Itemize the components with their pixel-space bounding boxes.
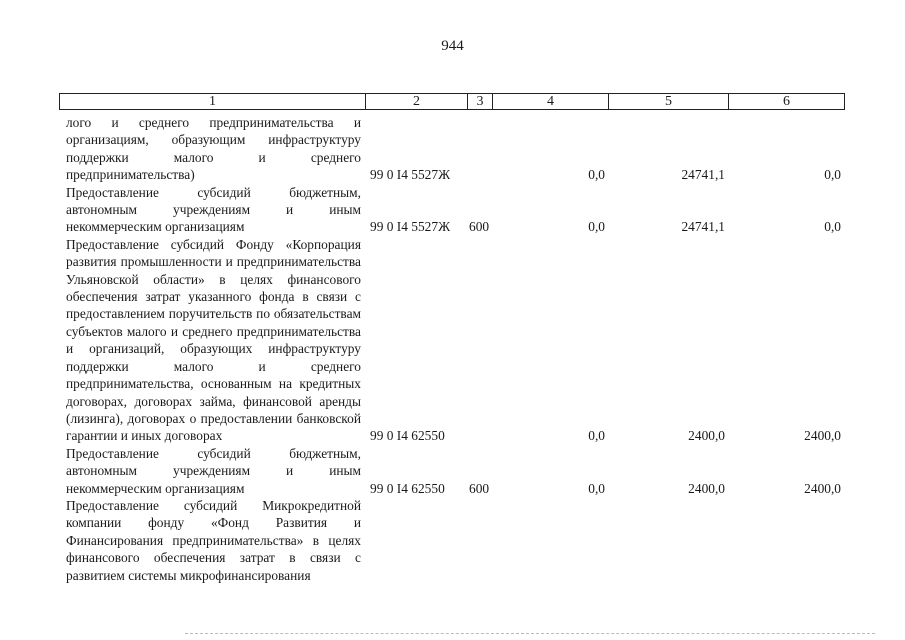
page-number: 944 (441, 38, 464, 54)
row-code: 99 0 I4 5527Ж (370, 219, 451, 235)
row-code: 99 0 I4 62550 (370, 428, 445, 444)
header-col-1: 1 (60, 94, 366, 109)
row-col5: 24741,1 (681, 167, 725, 183)
row-description: лого и среднего предпринимательства и организациям, образующим инфраструктуру поддержки малого и среднего предпринимательства) (66, 115, 361, 183)
row-code: 99 0 I4 62550 (370, 480, 445, 496)
table-row (0, 114, 905, 184)
row-col6: 2400,0 (804, 480, 841, 496)
row-description: Предоставление субсидий Фонду «Корпорация развития промышленности и предпринимательства Ульяновской области» в целях финансового обеспечения затрат указанного фонда в связи с предоставлением поручительств по обязательствам субъектов малого и среднего предпринимательства и организаций, образующих инфраструктуру поддержки малого и среднего предпринимательства, основанным на кредитных договорах, договорах займа, финансовой аренды (лизинга), договорах о предоставлении банковской гарантии и иных договорах (66, 236, 361, 444)
row-vr: 600 (469, 219, 490, 235)
row-col4: 0,0 (588, 480, 605, 496)
table-row (0, 497, 905, 584)
row-col6: 0,0 (824, 219, 841, 235)
row-col5: 2400,0 (688, 428, 725, 444)
row-col6: 0,0 (824, 167, 841, 183)
row-col4: 0,0 (588, 219, 605, 235)
row-col4: 0,0 (588, 167, 605, 183)
table-row (0, 445, 905, 497)
table-row (0, 236, 905, 445)
header-col-5: 5 (609, 94, 729, 109)
table-body (0, 114, 905, 584)
row-description: Предоставление субсидий бюджетным, автономным учреждениям и иным некоммерческим организациям (66, 445, 361, 496)
table-row (0, 184, 905, 236)
row-col5: 2400,0 (688, 480, 725, 496)
table-header (59, 93, 845, 110)
header-col-2: 2 (366, 94, 468, 109)
row-code: 99 0 I4 5527Ж (370, 167, 451, 183)
row-col4: 0,0 (588, 428, 605, 444)
header-col-4: 4 (493, 94, 609, 109)
row-description: Предоставление субсидий Микрокредитной компании фонду «Фонд Развития и Финансирования предпринимательства» в целях финансового обеспечения затрат в связи с развитием системы микрофинансирования (66, 497, 361, 583)
page-bottom-rule (185, 633, 875, 634)
row-col6: 2400,0 (804, 428, 841, 444)
header-col-3: 3 (468, 94, 493, 109)
row-vr: 600 (469, 480, 490, 496)
row-description: Предоставление субсидий бюджетным, автономным учреждениям и иным некоммерческим организациям (66, 184, 361, 235)
header-col-6: 6 (783, 94, 790, 109)
row-col5: 24741,1 (681, 219, 725, 235)
